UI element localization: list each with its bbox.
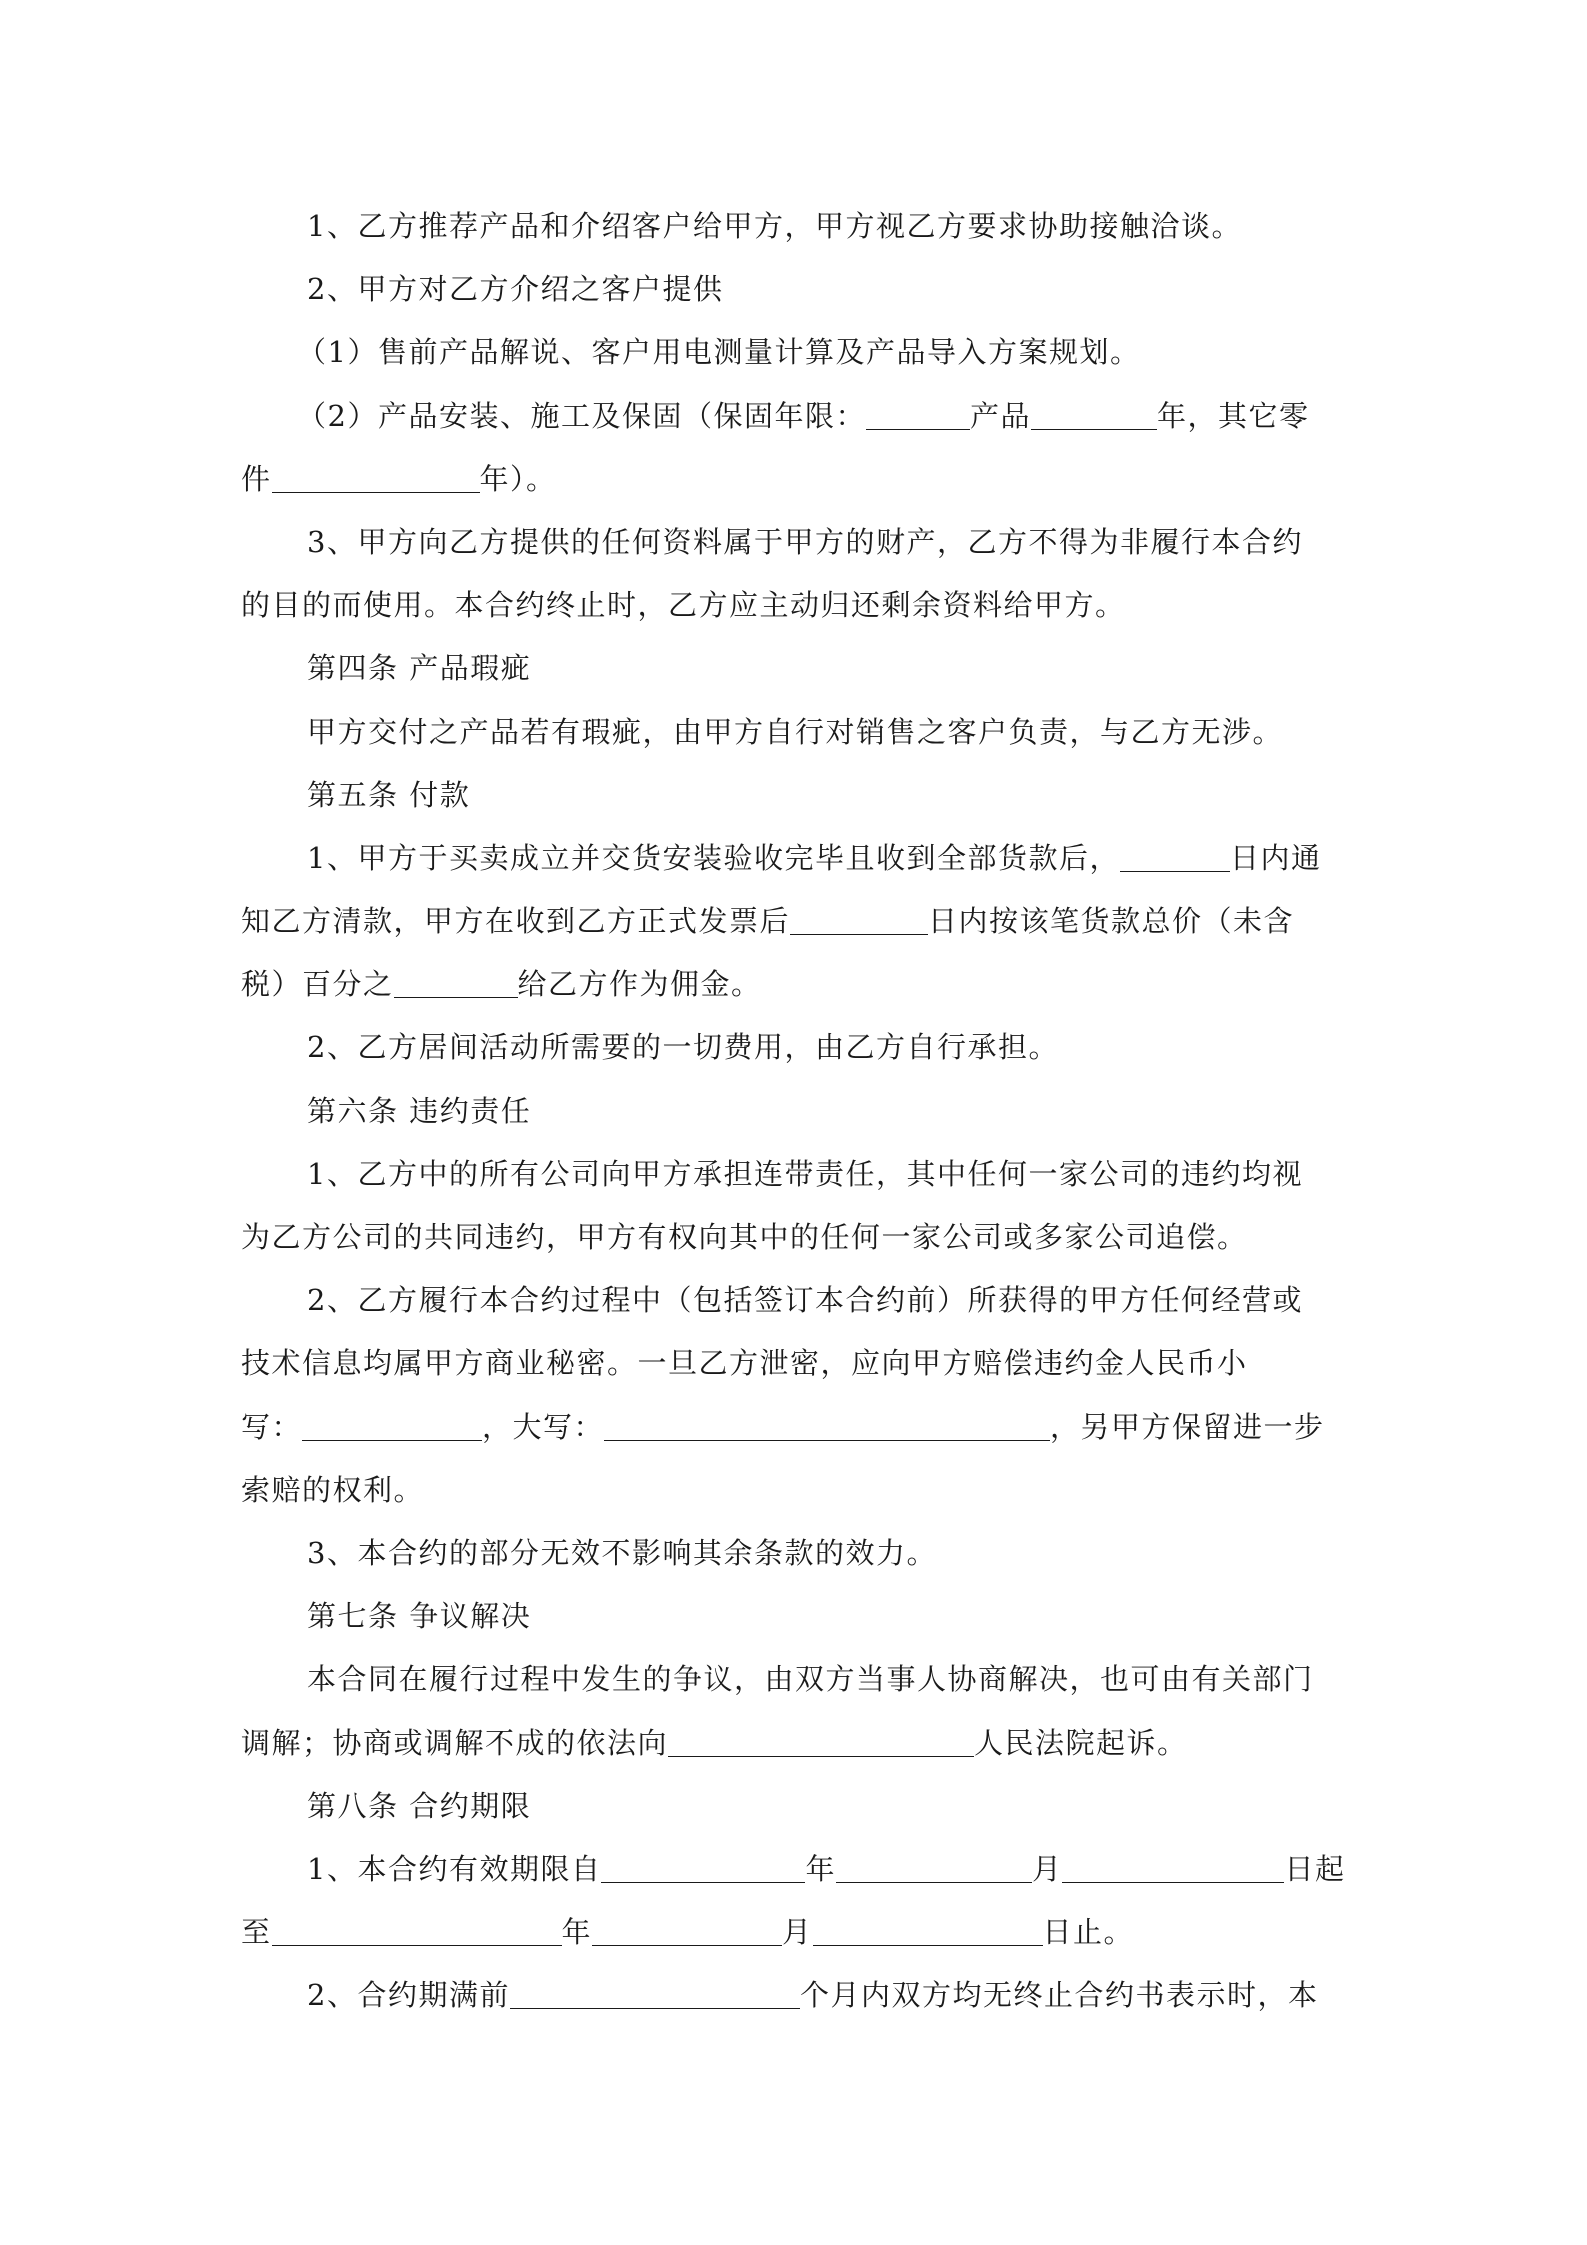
article-heading	[241, 1080, 1353, 1143]
paragraph	[241, 1838, 1353, 1901]
article-heading	[241, 637, 1353, 700]
heading-text: 第四条 产品瑕疵	[307, 651, 532, 686]
fill-blank[interactable]	[604, 1410, 1050, 1441]
clause-text: ，大写：	[482, 1409, 605, 1444]
paragraph-continuation	[241, 1459, 1353, 1522]
clause-text: 日内通	[1229, 840, 1322, 875]
paragraph	[241, 1016, 1353, 1079]
paragraph	[241, 448, 1353, 511]
fill-blank[interactable]	[272, 462, 480, 493]
clause-text: 技术信息均属甲方商业秘密。一旦乙方泄密，应向甲方赔偿违约金人民币小	[241, 1346, 1248, 1381]
paragraph	[241, 701, 1353, 764]
clause-text: 日起	[1284, 1851, 1346, 1886]
clause-text: 1、乙方推荐产品和介绍客户给甲方，甲方视乙方要求协助接触洽谈。	[307, 209, 1242, 243]
fill-blank[interactable]	[510, 1978, 800, 2009]
clause-text: 1、乙方中的所有公司向甲方承担连带责任，其中任何一家公司的违约均视	[307, 1156, 1303, 1191]
clause-text: 年）。	[479, 461, 557, 496]
clause-text: 个月内双方均无终止合约书表示时，本	[799, 1978, 1319, 2013]
paragraph	[241, 827, 1353, 890]
fill-blank[interactable]	[302, 1410, 482, 1441]
paragraph	[241, 1522, 1353, 1585]
clause-text: 人民法院起诉。	[974, 1725, 1188, 1760]
clause-text: ，另甲方保留进一步	[1050, 1409, 1325, 1444]
clause-text: 2、乙方居间活动所需要的一切费用，由乙方自行承担。	[307, 1030, 1059, 1065]
fill-blank[interactable]	[836, 1852, 1032, 1883]
clause-text: 年	[561, 1915, 593, 1950]
paragraph	[241, 321, 1353, 384]
clause-text: 为乙方公司的共同违约，甲方有权向其中的任何一家公司或多家公司追偿。	[241, 1220, 1248, 1254]
clause-text: （1）售前产品解说、客户用电测量计算及产品导入方案规划。	[297, 335, 1141, 370]
clause-text: 本合同在履行过程中发生的争议，由双方当事人协商解决，也可由有关部门	[307, 1662, 1314, 1697]
clause-text: 日内按该笔货款总价（未含	[928, 904, 1295, 939]
paragraph-continuation	[241, 890, 1353, 953]
clause-text: 税）百分之	[241, 967, 394, 1002]
clause-text: 3、甲方向乙方提供的任何资料属于甲方的财产，乙方不得为非履行本合约	[307, 524, 1303, 559]
clause-text: 1、甲方于买卖成立并交货安装验收完毕且收到全部货款后，	[307, 840, 1120, 875]
article-heading	[241, 1775, 1353, 1838]
clause-text: 件	[241, 461, 272, 496]
clause-text: 1、本合约有效期限自	[307, 1851, 602, 1886]
fill-blank[interactable]	[668, 1726, 974, 1757]
clause-text: 日止。	[1042, 1915, 1135, 1950]
paragraph-continuation	[241, 1396, 1353, 1459]
fill-blank[interactable]	[866, 399, 970, 430]
article-heading	[241, 1585, 1353, 1648]
fill-blank[interactable]	[601, 1852, 805, 1883]
clause-text: 至	[241, 1915, 272, 1950]
clause-text: 年	[805, 1851, 836, 1886]
fill-blank[interactable]	[394, 967, 518, 998]
clause-text: （2）产品安装、施工及保固（保固年限：	[297, 398, 866, 433]
fill-blank[interactable]	[272, 1915, 562, 1946]
paragraph-continuation	[241, 953, 1353, 1016]
clause-text: 索赔的权利。	[241, 1472, 425, 1507]
clause-text: 月	[1031, 1851, 1063, 1886]
paragraph	[241, 195, 1353, 258]
paragraph-continuation	[241, 1332, 1353, 1395]
fill-blank[interactable]	[813, 1915, 1043, 1946]
fill-blank[interactable]	[790, 904, 928, 935]
clause-text: 写：	[241, 1409, 303, 1444]
heading-text: 第六条 违约责任	[307, 1093, 532, 1128]
paragraph-continuation	[241, 1712, 1353, 1775]
clause-text: 年，其它零	[1156, 398, 1310, 433]
clause-text: 2、甲方对乙方介绍之客户提供	[307, 272, 724, 307]
clause-text: 2、合约期满前	[307, 1978, 510, 2013]
paragraph-continuation	[241, 1901, 1353, 1964]
article-heading	[241, 764, 1353, 827]
clause-text: 的目的而使用。本合约终止时，乙方应主动归还剩余资料给甲方。	[241, 588, 1126, 623]
fill-blank[interactable]	[592, 1915, 782, 1946]
paragraph	[241, 1143, 1353, 1206]
fill-blank[interactable]	[1062, 1852, 1284, 1883]
clause-text: 甲方交付之产品若有瑕疵，由甲方自行对销售之客户负责，与乙方无涉。	[307, 714, 1284, 749]
clause-text: 3、本合约的部分无效不影响其余条款的效力。	[307, 1535, 937, 1570]
clause-text: 调解；协商或调解不成的依法向	[241, 1725, 669, 1760]
heading-text: 第七条 争议解决	[307, 1599, 532, 1634]
paragraph	[241, 511, 1353, 574]
clause-text: 产品	[969, 398, 1031, 433]
paragraph-continuation	[241, 1206, 1353, 1269]
clause-text: 月	[782, 1915, 813, 1950]
clause-text: 2、乙方履行本合约过程中（包括签订本合约前）所获得的甲方任何经营或	[307, 1283, 1303, 1318]
paragraph	[241, 385, 1353, 448]
fill-blank[interactable]	[1031, 399, 1157, 430]
paragraph	[241, 258, 1353, 321]
clause-text: 知乙方清款，甲方在收到乙方正式发票后	[241, 904, 791, 939]
paragraph	[241, 1269, 1353, 1332]
heading-text: 第五条 付款	[307, 777, 471, 812]
fill-blank[interactable]	[1120, 841, 1230, 872]
paragraph	[241, 1648, 1353, 1711]
paragraph-continuation	[241, 574, 1353, 637]
document-body	[241, 195, 1353, 2027]
clause-text: 给乙方作为佣金。	[517, 967, 762, 1002]
heading-text: 第八条 合约期限	[307, 1788, 532, 1823]
paragraph	[241, 1964, 1353, 2027]
